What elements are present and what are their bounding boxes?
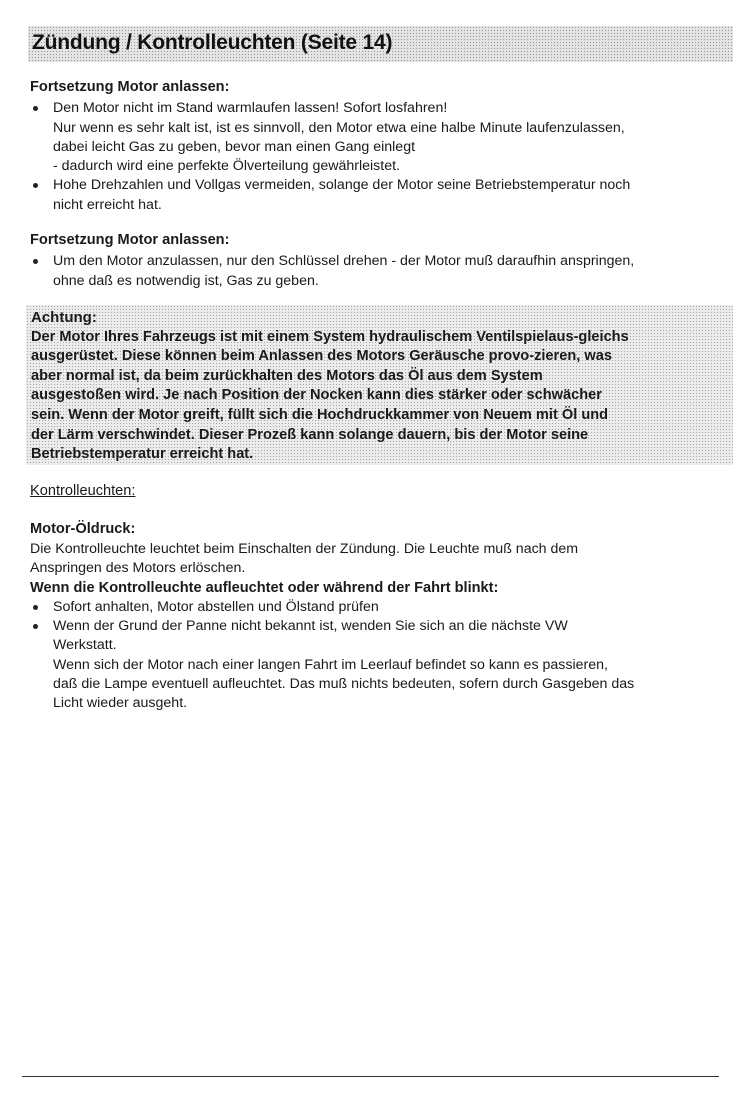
note-line: ausgestoßen wird. Je nach Position der Nocken kann dies stärker oder schwächer xyxy=(31,387,602,404)
page-title: Zündung / Kontrolleuchten (Seite 14) xyxy=(32,31,393,54)
list-item xyxy=(30,176,725,215)
text-line: Wenn sich der Motor nach einer langen Fahrt im Leerlauf befindet so kann es passieren, xyxy=(53,656,608,673)
warning-line: Wenn die Kontrolleuchte aufleuchtet oder während der Fahrt blinkt: xyxy=(30,579,499,596)
note-line: sein. Wenn der Motor greift, füllt sich die Hochdruckkammer von Neuem mit Öl und xyxy=(31,406,609,423)
list-item xyxy=(30,252,725,291)
note-line: aber normal ist, da beim zurückhalten des Motors das Öl aus dem System xyxy=(31,367,543,384)
footer-divider xyxy=(22,1076,719,1077)
bullet-list xyxy=(30,99,725,215)
text-line: dabei leicht Gas zu geben, bevor man einen Gang einlegt xyxy=(53,138,416,155)
text-line: Den Motor nicht im Stand warmlaufen lassen! Sofort losfahren! xyxy=(53,100,448,117)
note-heading: Achtung: xyxy=(31,309,97,326)
note-line: Betriebstemperatur erreicht hat. xyxy=(31,446,254,463)
section-motor-anlassen-2 xyxy=(30,231,725,291)
kontrolleuchten-heading: Kontrolleuchten: xyxy=(30,483,136,499)
list-item xyxy=(30,617,725,713)
text-line: Nur wenn es sehr kalt ist, ist es sinnvoll, den Motor etwa eine halbe Minute laufenzulassen, xyxy=(53,119,625,136)
section-heading: Motor-Öldruck: xyxy=(30,521,136,537)
section-kontrolleuchten xyxy=(30,482,725,501)
list-item xyxy=(30,99,725,176)
section-heading: Fortsetzung Motor anlassen: xyxy=(30,232,230,248)
note-line: Der Motor Ihres Fahrzeugs ist mit einem System hydraulischem Ventilspielaus-gleichs xyxy=(31,328,629,345)
achtung-note xyxy=(31,308,726,465)
text-line: daß die Lampe eventuell aufleuchtet. Das muß nichts bedeuten, sofern durch Gasgeben das xyxy=(53,676,635,693)
text-line: Die Kontrolleuchte leuchtet beim Einschalten der Zündung. Die Leuchte muß nach dem xyxy=(30,541,579,557)
text-line: Sofort anhalten, Motor abstellen und Ölstand prüfen xyxy=(53,598,379,615)
text-line: Anspringen des Motors erlöschen. xyxy=(30,560,246,577)
list-item xyxy=(30,598,725,617)
text-line: ohne daß es notwendig ist, Gas zu geben. xyxy=(53,272,319,289)
text-line: Licht wieder ausgeht. xyxy=(53,695,188,712)
bullet-list xyxy=(30,252,725,291)
text-line: Hohe Drehzahlen und Vollgas vermeiden, solange der Motor seine Betriebstemperatur noch xyxy=(53,177,631,194)
note-line: ausgerüstet. Diese können beim Anlassen des Motors Geräusche provo-zieren, was xyxy=(31,348,612,365)
text-line: Um den Motor anzulassen, nur den Schlüssel drehen - der Motor muß daraufhin anspringen, xyxy=(53,253,635,270)
text-line: Wenn der Grund der Panne nicht bekannt ist, wenden Sie sich an die nächste VW xyxy=(53,618,568,635)
bullet-list xyxy=(30,598,725,714)
text-line: nicht erreicht hat. xyxy=(53,196,162,213)
text-line: - dadurch wird eine perfekte Ölverteilung gewährleistet. xyxy=(53,158,400,175)
section-heading: Fortsetzung Motor anlassen: xyxy=(30,79,230,95)
section-motor-anlassen-1 xyxy=(30,78,725,215)
text-line: Werkstatt. xyxy=(53,637,117,654)
note-line: der Lärm verschwindet. Dieser Prozeß kann solange dauern, bis der Motor seine xyxy=(31,426,589,443)
section-motor-oeldruck xyxy=(30,519,725,714)
